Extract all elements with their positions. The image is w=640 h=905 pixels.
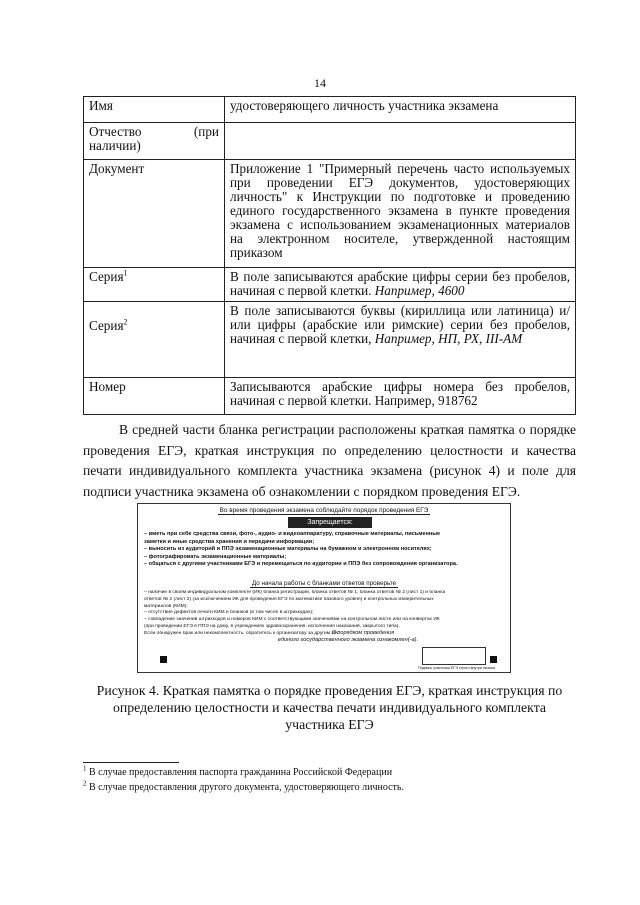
- footnote-text: В случае предоставления другого документа, удостоверяющего личность.: [86, 782, 404, 793]
- field-label: Отчество (при наличии): [84, 123, 225, 160]
- list-item: – наличие в своем индивидуальном комплекте (ИК) бланка регистрации, бланка ответов № 1, бланка ответов № 2 (лист 1) и бланка: [144, 590, 446, 595]
- list-item: заметки и иные средства хранения и передачи информации;: [144, 538, 315, 545]
- list-item: – иметь при себе средства связи, фото-, аудио- и видеоаппаратуру, справочные материалы, письменные: [144, 531, 441, 537]
- alignment-marker: [490, 656, 497, 663]
- field-description: [225, 302, 576, 378]
- field-label: Документ: [84, 160, 225, 268]
- list-item: – отсутствие дефектов печати КИМ и бланков (в том числе в штрихкодах);: [144, 610, 314, 616]
- signature-label-line: С порядком проведения: [331, 630, 395, 636]
- table-row: [84, 268, 576, 302]
- figure-subheader: До начала работы с бланками ответов проверьте: [251, 580, 397, 587]
- field-label-text: Серия: [89, 269, 124, 284]
- footnote-text: В случае предоставления паспорта гражданина Российской Федерации: [86, 767, 393, 778]
- field-example: Например, НП, РХ, III-АМ: [374, 331, 523, 346]
- field-description: Приложение 1 "Примерный перечень часто используемых при проведении ЕГЭ документов, удостоверяющих личность" к Инструкции по подготовке и проведению единого государственного экзамена в пункте проведения экзамена с использованием экзаменационных материалов на электронном носителе, утвержденной настоящим приказом: [225, 160, 576, 268]
- table-row: [84, 97, 576, 123]
- figure-caption: Рисунок 4. Краткая памятка о порядке проведения ЕГЭ, краткая инструкция по определению целостности и качества печати индивидуального комплекта участника ЕГЭ: [96, 683, 563, 732]
- footnote-mark: 1: [123, 268, 128, 278]
- list-item: – выносить из аудиторий и ППЭ экзаменационные материалы на бумажном и электронном носителях;: [144, 546, 432, 553]
- field-label: Имя: [84, 97, 225, 123]
- field-example: Например, 4600: [374, 283, 465, 298]
- document-fields-table: [83, 96, 576, 415]
- list-item: Если обнаружен брак или некомплектность, обратитесь к организатору за другим ИК.: [144, 630, 340, 636]
- list-item: – общаться с другими участниками ЕГЭ и перемещаться по аудитории и ППЭ без сопровождения организатора.: [144, 561, 458, 568]
- list-item: ответов № 2 (лист 2) (за исключением ИК для проведения ЕГЭ по математике базового уровня) и контрольных измерительных: [144, 596, 434, 602]
- exam-memo-figure: [137, 503, 511, 673]
- footnote: [83, 766, 563, 779]
- table-row: [84, 123, 576, 160]
- footnote-mark: 1: [83, 764, 87, 773]
- list-item: – фотографировать экзаменационные материалы;: [144, 553, 287, 560]
- footnote: [83, 781, 563, 794]
- list-item: – совпадение значений штрихкодов и номеров КИМ с соответствующими значениями на контрольном листе или на конвертах ИК: [144, 617, 440, 623]
- table-row: [84, 302, 576, 378]
- field-description: [225, 268, 576, 302]
- list-item: материалов (КИМ);: [144, 603, 188, 609]
- page-number: 14: [314, 76, 326, 90]
- field-description: Записываются арабские цифры номера без пробелов, начиная с первой клетки. Например, 918762: [225, 378, 576, 415]
- field-label: Номер: [84, 378, 225, 415]
- alignment-marker: [160, 656, 167, 663]
- table-row: [84, 378, 576, 415]
- signature-box: [422, 647, 486, 665]
- footnote-mark: 2: [123, 317, 128, 327]
- list-item: (при проведении ЕГЭ в ППЭ на дому, в учреждениях здравоохранения, исполнения наказаний, закрытого типа).: [144, 623, 400, 629]
- field-label: [84, 302, 225, 378]
- body-paragraph: В средней части бланка регистрации расположены краткая памятка о порядке проведения ЕГЭ, краткая инструкция по определению целостности и качества печати индивидуального комплекта участника экзамена (рисунок 4) и поле для подписи участника экзамена об ознакомлении с порядком проведения ЕГЭ.: [83, 422, 576, 499]
- field-label-text: Серия: [89, 318, 124, 333]
- table-row: [84, 160, 576, 268]
- figure-banner: Запрещается:: [288, 517, 372, 528]
- figure-header: Во время проведения экзамена соблюдайте порядок проведения ЕГЭ: [219, 507, 429, 514]
- signature-caption: Подпись участника ЕГЭ строго внутри окошка: [418, 666, 496, 670]
- field-description-text: В поле записываются арабские цифры серии без пробелов, начиная с первой клетки.: [230, 269, 570, 298]
- signature-label-line: единого государственного экзамена ознакомлен(-а).: [277, 637, 418, 643]
- field-description: [225, 123, 576, 160]
- signature-label: [228, 630, 418, 644]
- prohibitions-list: [144, 531, 504, 569]
- footnote-mark: 2: [83, 779, 87, 788]
- field-description: удостоверяющего личность участника экзамена: [225, 97, 576, 123]
- field-description-text: В поле записываются буквы (кириллица или латиница) и/или цифры (арабские или римские) серии без пробелов, начиная с первой клетки,: [230, 303, 570, 346]
- field-label: [84, 268, 225, 302]
- footnote-divider: [83, 762, 179, 763]
